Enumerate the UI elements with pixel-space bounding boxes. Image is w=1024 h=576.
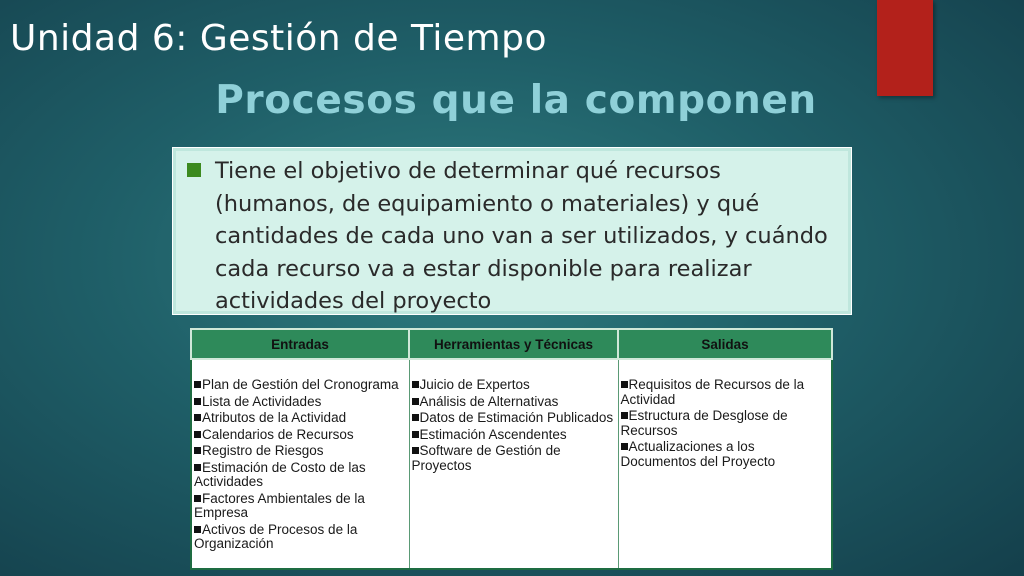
process-table xyxy=(190,328,833,570)
table-row xyxy=(191,359,832,569)
list-item: Calendarios de Recursos xyxy=(194,428,407,443)
list-item: Juicio de Expertos xyxy=(412,378,616,393)
header-herramientas: Herramientas y Técnicas xyxy=(409,329,618,359)
herramientas-cell xyxy=(409,359,618,569)
list-item: Estimación de Costo de las Actividades xyxy=(194,461,407,490)
unit-title: Unidad 6: Gestión de Tiempo xyxy=(10,18,547,59)
slide-title: Procesos que la componen xyxy=(215,78,817,123)
objective-text: Tiene el objetivo de determinar qué recursos (humanos, de equipamiento o materiales) y qué cantidades de cada uno van a ser utilizados, y cuándo cada recurso va a estar disponible para realizar actividades del proyecto xyxy=(215,158,828,314)
salidas-cell xyxy=(618,359,832,569)
list-item: Lista de Actividades xyxy=(194,395,407,410)
list-item: Requisitos de Recursos de la Actividad xyxy=(621,378,830,407)
header-entradas: Entradas xyxy=(191,329,409,359)
salidas-list xyxy=(621,378,830,469)
table-header-row xyxy=(191,329,832,359)
herramientas-list xyxy=(412,378,616,473)
list-item: Activos de Procesos de la Organización xyxy=(194,523,407,552)
list-item: Estructura de Desglose de Recursos xyxy=(621,409,830,438)
list-item: Software de Gestión de Proyectos xyxy=(412,444,616,473)
entradas-list xyxy=(194,378,407,552)
list-item: Atributos de la Actividad xyxy=(194,411,407,426)
list-item: Factores Ambientales de la Empresa xyxy=(194,492,407,521)
square-bullet-icon xyxy=(187,163,201,177)
list-item: Datos de Estimación Publicados xyxy=(412,411,616,426)
objective-box xyxy=(172,147,852,315)
header-salidas: Salidas xyxy=(618,329,832,359)
list-item: Registro de Riesgos xyxy=(194,444,407,459)
entradas-cell xyxy=(191,359,409,569)
list-item: Análisis de Alternativas xyxy=(412,395,616,410)
list-item: Plan de Gestión del Cronograma xyxy=(194,378,407,393)
list-item: Actualizaciones a los Documentos del Proyecto xyxy=(621,440,830,469)
list-item: Estimación Ascendentes xyxy=(412,428,616,443)
